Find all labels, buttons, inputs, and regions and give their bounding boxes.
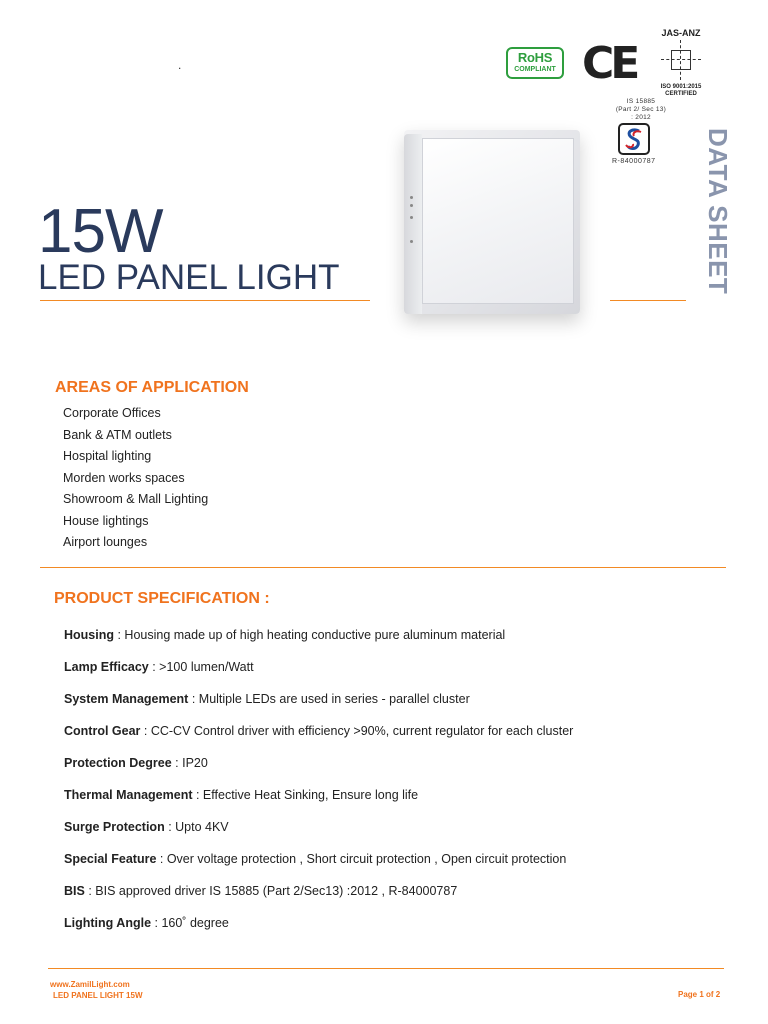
list-item: Hospital lighting: [63, 449, 152, 463]
product-image: [378, 112, 598, 338]
specification-list: [64, 627, 573, 947]
bis-standard-text: IS 15885 (Part 2/ Sec 13) : 2012: [615, 98, 667, 121]
title-divider-right: [610, 300, 686, 301]
list-item: Corporate Offices: [63, 406, 161, 420]
list-item: Morden works spaces: [63, 470, 185, 485]
stray-dot: .: [178, 58, 182, 72]
footer-website-link[interactable]: www.ZamilLight.com: [50, 980, 130, 989]
jas-anz-title: JAS-ANZ: [661, 28, 701, 38]
list-item: House lightings: [63, 513, 149, 528]
iso-certified-text: ISO 9001:2015 CERTIFIED: [660, 84, 702, 97]
title-divider-left: [40, 300, 370, 301]
list-item: Bank & ATM outlets: [63, 427, 172, 442]
list-item: Airport lounges: [63, 535, 148, 549]
bis-standard-mark-icon: [618, 123, 650, 155]
product-name-title: LED PANEL LIGHT: [38, 258, 340, 297]
spec-item-protection-degree: Protection Degree : IP20: [64, 756, 208, 770]
data-sheet-side-label: DATA SHEET: [703, 128, 733, 295]
specification-heading: PRODUCT SPECIFICATION :: [54, 590, 270, 607]
spec-item-lighting-angle: Lighting Angle : 160˚ degree: [64, 916, 229, 930]
spec-item-housing: Housing : Housing made up of high heating conductive pure aluminum material: [64, 628, 506, 642]
section-divider: [40, 567, 726, 568]
bis-registration-number: R-84000787: [612, 158, 656, 165]
spec-item-control-gear: Control Gear : CC-CV Control driver with efficiency >90%, current regulator for each cluster: [64, 724, 574, 738]
spec-item-bis: BIS : BIS approved driver IS 15885 (Part 2/Sec13) :2012 , R-84000787: [64, 884, 458, 898]
spec-item-special-feature: Special Feature : Over voltage protection , Short circuit protection , Open circuit protection: [64, 852, 567, 866]
jas-anz-logo: [654, 28, 708, 98]
footer-document-title: LED PANEL LIGHT 15W: [53, 991, 143, 1000]
spec-item-lamp-efficacy: Lamp Efficacy : >100 lumen/Watt: [64, 660, 254, 674]
list-item: Showroom & Mall Lighting: [63, 492, 209, 506]
rohs-logo: [506, 47, 564, 79]
spec-item-surge-protection: Surge Protection : Upto 4KV: [64, 820, 229, 834]
applications-heading: AREAS OF APPLICATION: [55, 379, 249, 396]
footer-page-number: Page 1 of 2: [678, 990, 721, 999]
applications-list: [63, 405, 208, 556]
product-wattage-title: 15W: [38, 197, 163, 266]
spec-item-system-management: System Management : Multiple LEDs are used in series - parallel cluster: [64, 692, 470, 706]
ce-mark-logo: CE: [582, 38, 637, 89]
rohs-compliant-text: COMPLIANT: [514, 66, 556, 73]
jas-anz-emblem-icon: [661, 40, 701, 80]
spec-item-thermal-management: Thermal Management : Effective Heat Sinking, Ensure long life: [64, 788, 419, 802]
rohs-logo-text: RoHS: [517, 50, 553, 65]
footer-divider: [48, 968, 724, 969]
